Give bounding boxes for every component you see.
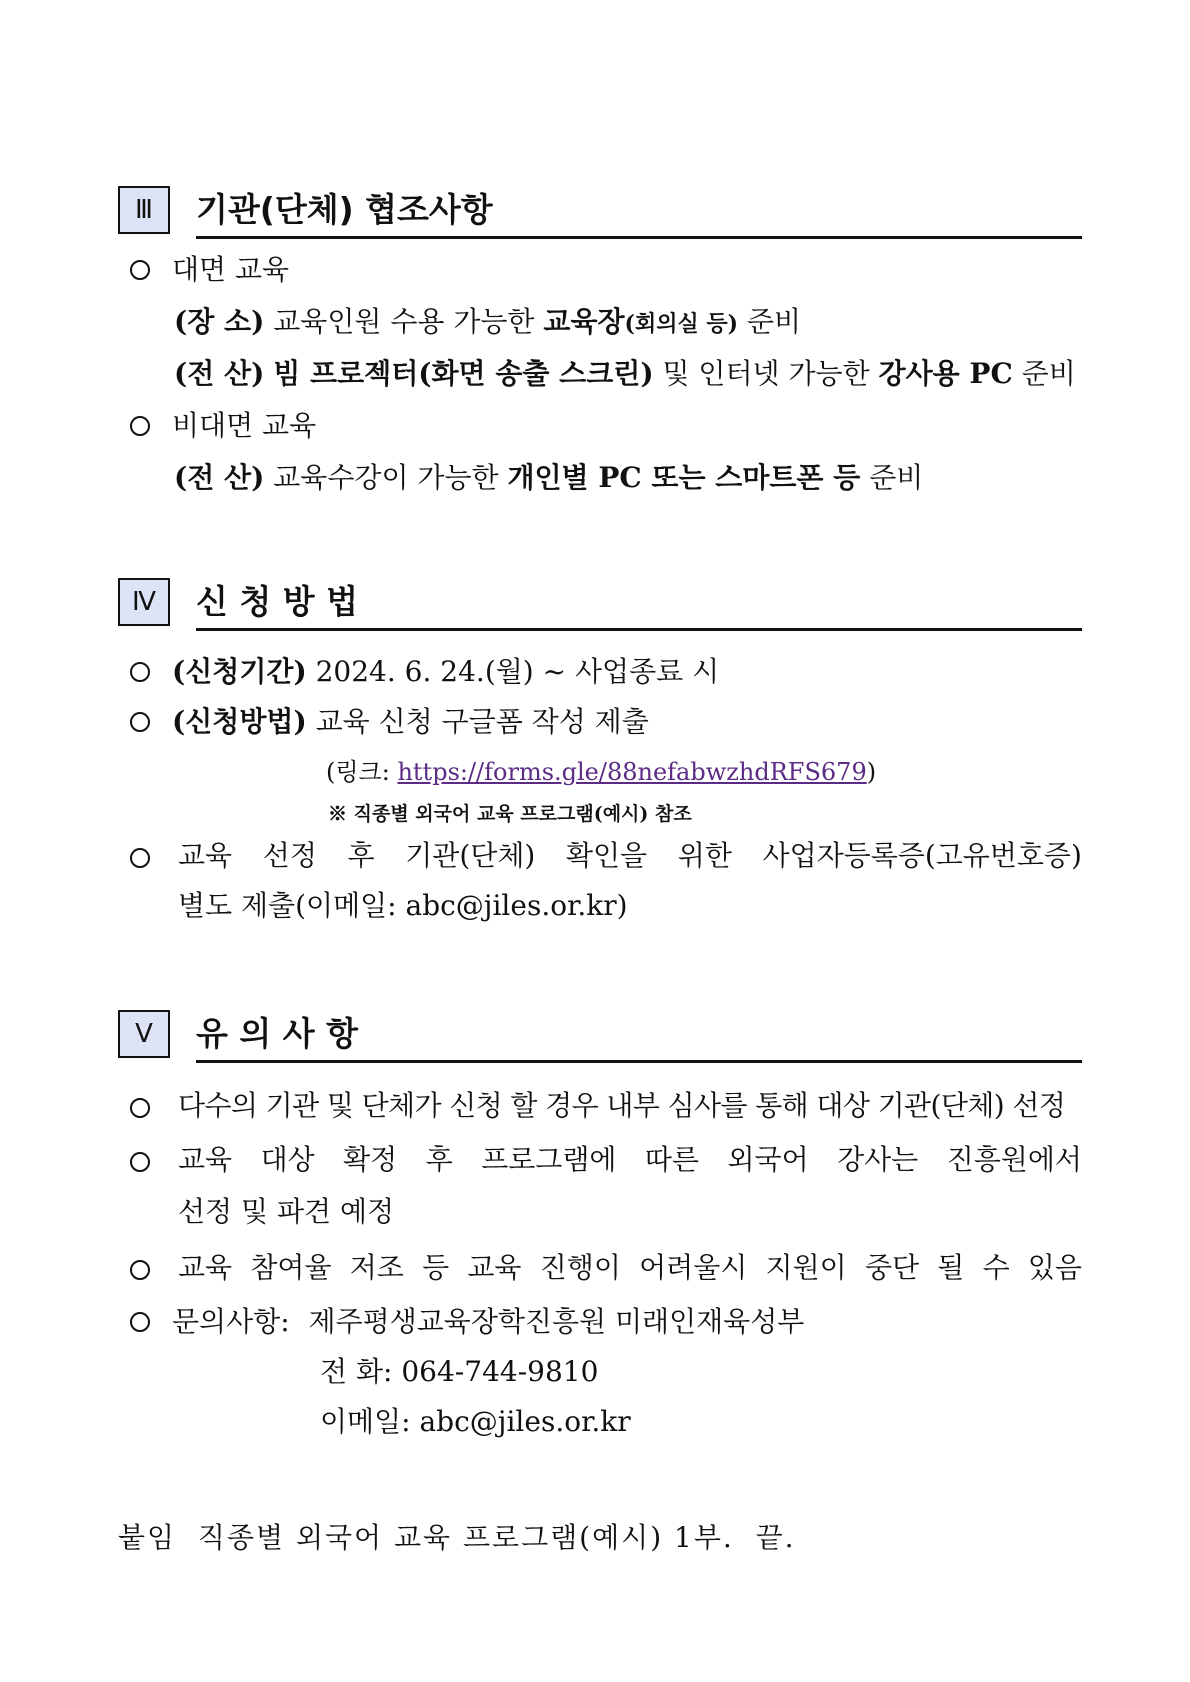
- application-period: 2024. 6. 24.(월) ~ 사업종료 시: [315, 655, 720, 688]
- list-item: [130, 838, 1082, 874]
- note-2-line-1: [178, 1142, 1082, 1178]
- sub-item-place: (장 소) 교육인원 수용 가능한 교육장(회의실 등) 준비: [174, 305, 802, 338]
- word: 진흥원에서: [946, 1143, 1082, 1176]
- item-key: (장 소): [174, 305, 265, 338]
- word: 교육: [467, 1251, 522, 1284]
- item-label: 비대면 교육: [172, 409, 317, 442]
- word: 교육: [178, 839, 233, 872]
- word: 확인을: [565, 839, 648, 872]
- list-item: [130, 1088, 1082, 1124]
- contact-organization: 제주평생교육장학진흥원 미래인재육성부: [308, 1305, 805, 1338]
- phone-label: 전 화:: [320, 1355, 393, 1388]
- section-4-title: 신 청 방 법: [196, 582, 358, 621]
- list-item: [130, 654, 719, 690]
- list-item: [130, 704, 649, 740]
- google-form-link[interactable]: https://forms.gle/88nefabwzhdRFS679: [397, 758, 867, 786]
- item-key: (신청방법): [172, 705, 307, 738]
- note-3: [178, 1250, 1082, 1286]
- section-3-title: 기관(단체) 협조사항: [196, 190, 493, 229]
- confirm-line-2: 별도 제출(이메일: abc@jiles.or.kr): [178, 889, 628, 922]
- list-item: [130, 252, 289, 288]
- item-label: 대면 교육: [172, 253, 290, 286]
- word: 확정: [343, 1143, 398, 1176]
- word: 참여율: [250, 1251, 332, 1284]
- section-5-header: [118, 1010, 1082, 1062]
- word: 프로그램에: [481, 1143, 617, 1176]
- contact-phone-line: [320, 1354, 598, 1390]
- bullet-circle-icon: [130, 1152, 150, 1172]
- section-4-number: Ⅳ: [118, 578, 170, 626]
- item-key: (전 산): [174, 461, 265, 494]
- section-4-rule: [196, 628, 1082, 631]
- sub-item-remote: (전 산) 교육수강이 가능한 개인별 PC 또는 스마트폰 등 준비: [174, 461, 924, 494]
- word: 중단: [864, 1251, 920, 1284]
- reference-note: ※ 직종별 외국어 교육 프로그램(예시) 참조: [328, 803, 692, 825]
- bullet-circle-icon: [130, 1098, 150, 1118]
- word: 교육: [178, 1251, 233, 1284]
- word: 외국어: [727, 1143, 809, 1176]
- form-link-line: (링크: https://forms.gle/88nefabwzhdRFS679): [326, 758, 877, 786]
- section-3-header: [118, 186, 1082, 238]
- word: 위한: [677, 839, 732, 872]
- confirm-line-1: [178, 838, 1082, 874]
- bullet-circle-icon: [130, 1260, 150, 1280]
- list-item: [130, 1304, 804, 1340]
- word: 강사는: [837, 1143, 919, 1176]
- list-item: [130, 408, 316, 444]
- word: 후: [347, 839, 375, 872]
- bullet-circle-icon: [130, 416, 150, 436]
- bullet-circle-icon: [130, 260, 150, 280]
- word: 선정: [262, 839, 317, 872]
- word: 후: [425, 1143, 453, 1176]
- section-5-rule: [196, 1060, 1082, 1063]
- email-label: 이메일:: [320, 1405, 411, 1438]
- list-item: [130, 1250, 1082, 1286]
- item-key: (전 산): [174, 357, 265, 390]
- word: 기관(단체): [405, 839, 536, 872]
- word: 지원이: [765, 1251, 847, 1284]
- section-5-title: 유 의 사 항: [196, 1014, 358, 1053]
- email-address: abc@jiles.or.kr: [419, 1405, 631, 1438]
- word: 등: [422, 1251, 450, 1284]
- contact-key: 문의사항:: [172, 1305, 290, 1338]
- application-method: 교육 신청 구글폼 작성 제출: [315, 705, 649, 738]
- word: 진행이: [539, 1251, 621, 1284]
- bullet-circle-icon: [130, 1312, 150, 1332]
- section-4-header: [118, 578, 1082, 630]
- list-item: [130, 1142, 1082, 1178]
- attachment-note: 붙임 직종별 외국어 교육 프로그램(예시) 1부. 끝.: [118, 1521, 796, 1554]
- section-3-rule: [196, 236, 1082, 239]
- word: 대상: [260, 1143, 315, 1176]
- bullet-circle-icon: [130, 848, 150, 868]
- bullet-circle-icon: [130, 662, 150, 682]
- sub-item-equipment: (전 산) 빔 프로젝터(화면 송출 스크린) 및 인터넷 가능한 강사용 PC 준비: [174, 357, 1076, 390]
- word: 저조: [349, 1251, 404, 1284]
- section-5-number: Ⅴ: [118, 1010, 170, 1058]
- word: 수: [982, 1251, 1010, 1284]
- note-1: 다수의 기관 및 단체가 신청 할 경우 내부 심사를 통해 대상 기관(단체) 선정: [178, 1089, 1066, 1122]
- phone-number: 064-744-9810: [401, 1355, 599, 1388]
- bullet-circle-icon: [130, 712, 150, 732]
- item-key: (신청기간): [172, 655, 307, 688]
- note-2-line-2: 선정 및 파견 예정: [178, 1195, 395, 1228]
- word: 사업자등록증(고유번호증): [762, 839, 1082, 872]
- word: 교육: [178, 1143, 233, 1176]
- word: 있음: [1027, 1251, 1082, 1284]
- section-3-number: Ⅲ: [118, 186, 170, 234]
- word: 어려울시: [639, 1251, 748, 1284]
- word: 따른: [644, 1143, 700, 1176]
- word: 될: [937, 1251, 965, 1284]
- contact-email-line: [320, 1404, 631, 1440]
